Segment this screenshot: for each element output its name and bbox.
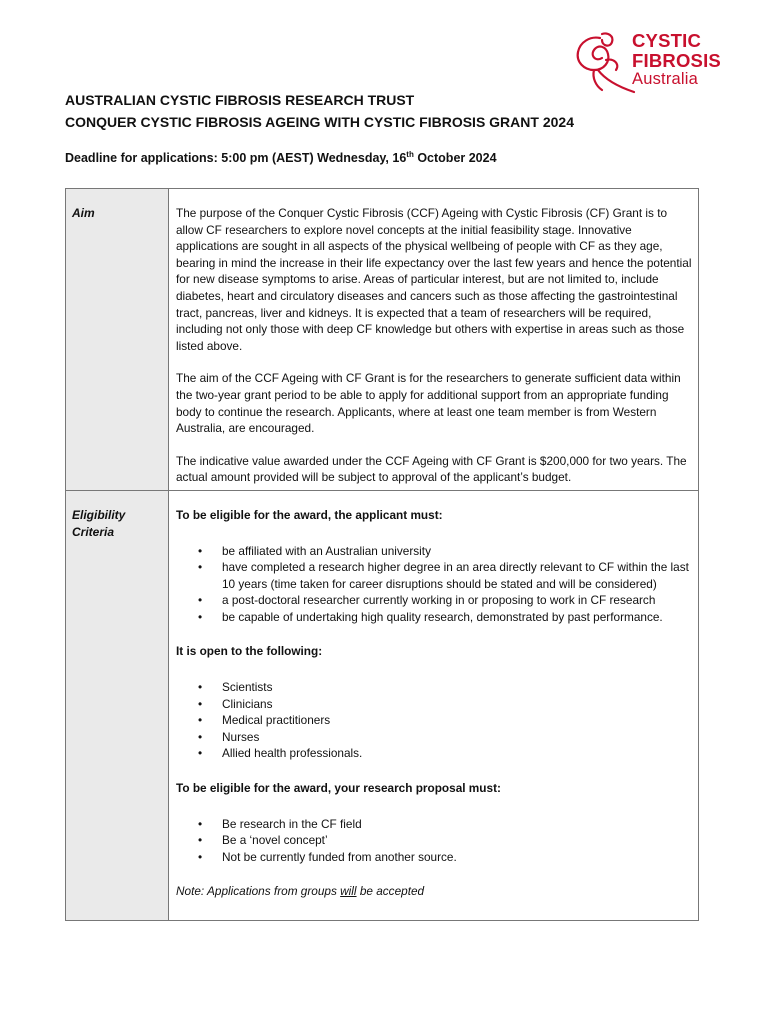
eligibility-label-line-2: Criteria: [72, 524, 115, 539]
proposal-list: [176, 816, 692, 866]
list-item: • Not be currently funded from another source.: [222, 849, 692, 866]
list-item: • Nurses: [222, 729, 692, 746]
note-suffix: be accepted: [356, 884, 425, 899]
list-item: • be capable of undertaking high quality research, demonstrated by past performance.: [222, 609, 692, 626]
list-item: • Medical practitioners: [222, 712, 692, 729]
title-line-2: CONQUER CYSTIC FIBROSIS AGEING WITH CYSTIC FIBROSIS GRANT 2024: [65, 114, 574, 130]
open-to-list: [176, 679, 692, 762]
aim-paragraph-1: The purpose of the Conquer Cystic Fibrosis (CCF) Ageing with Cystic Fibrosis (CF) Grant is to allow CF researchers to explore novel concepts at the initial feasibility stage. Innovative applications are sought in all aspects of the physical wellbeing of people with CF as they age, bearing in mind the increase in their life expectancy over the last few years and hence the potential for new disease symptoms to arise. Areas of particular interest, but are not limited to, include diabetes, heart and circulatory diseases and cancers such as those affecting the gastrointestinal tract, pancreas, liver and kidneys. It is expected that a team of researchers will be required, including not only those with deep CF knowledge but others with expertise in areas such as those listed above.: [176, 206, 692, 353]
aim-paragraph-3: The indicative value awarded under the CCF Ageing with CF Grant is $200,000 for two years. The actual amount provided will be subject to approval of the applicant’s budget.: [176, 453, 687, 485]
deadline-rest: October 2024: [413, 151, 497, 166]
applicant-list: [176, 543, 692, 626]
list-item: • Scientists: [222, 679, 692, 696]
deadline-prefix: Deadline for applications: 5:00 pm (AEST) Wednesday, 16: [65, 151, 407, 166]
proposal-heading: To be eligible for the award, your research proposal must:: [176, 781, 501, 796]
cystic-fibrosis-australia-logo: [572, 30, 732, 96]
eligibility-row: [66, 490, 699, 920]
aim-content: [169, 189, 699, 491]
logo-text-australia: Australia: [632, 70, 698, 88]
deadline-ordinal: th: [406, 150, 414, 159]
note-prefix: Note: Applications from groups: [176, 884, 341, 899]
rose-ribbon-icon: [572, 30, 638, 96]
aim-row: [66, 189, 699, 491]
eligibility-label: [66, 490, 169, 920]
logo-text-cystic: CYSTIC: [632, 30, 702, 51]
list-item: • Be a ‘novel concept’: [222, 832, 692, 849]
list-item: • be affiliated with an Australian university: [222, 543, 692, 560]
aim-label: Aim: [66, 189, 169, 491]
deadline: [65, 150, 497, 165]
note-emphasis: will: [340, 884, 357, 899]
eligibility-label-line-1: Eligibility: [72, 507, 126, 522]
list-item: • Allied health professionals.: [222, 745, 692, 762]
document-title: [65, 89, 574, 133]
groups-note: [176, 883, 692, 900]
grant-info-table: [65, 188, 699, 921]
aim-paragraph-2: The aim of the CCF Ageing with CF Grant is for the researchers to generate sufficient data within the two-year grant period to be able to apply for additional support from an appropriate funding body to continue the research. Applicants, where at least one team member is from Western Australia, are encouraged.: [176, 371, 681, 436]
title-line-1: AUSTRALIAN CYSTIC FIBROSIS RESEARCH TRUST: [65, 92, 415, 108]
eligibility-content: [169, 490, 699, 920]
list-item: • a post-doctoral researcher currently working in or proposing to work in CF research: [222, 592, 692, 609]
list-item: • Be research in the CF field: [222, 816, 692, 833]
logo-text-fibrosis: FIBROSIS: [632, 49, 721, 71]
list-item: • have completed a research higher degree in an area directly relevant to CF within the last 10 years (time taken for career disruptions should be stated and will be considered): [222, 559, 692, 592]
open-to-heading: It is open to the following:: [176, 644, 323, 659]
applicant-heading: To be eligible for the award, the applicant must:: [176, 507, 443, 522]
list-item: • Clinicians: [222, 696, 692, 713]
